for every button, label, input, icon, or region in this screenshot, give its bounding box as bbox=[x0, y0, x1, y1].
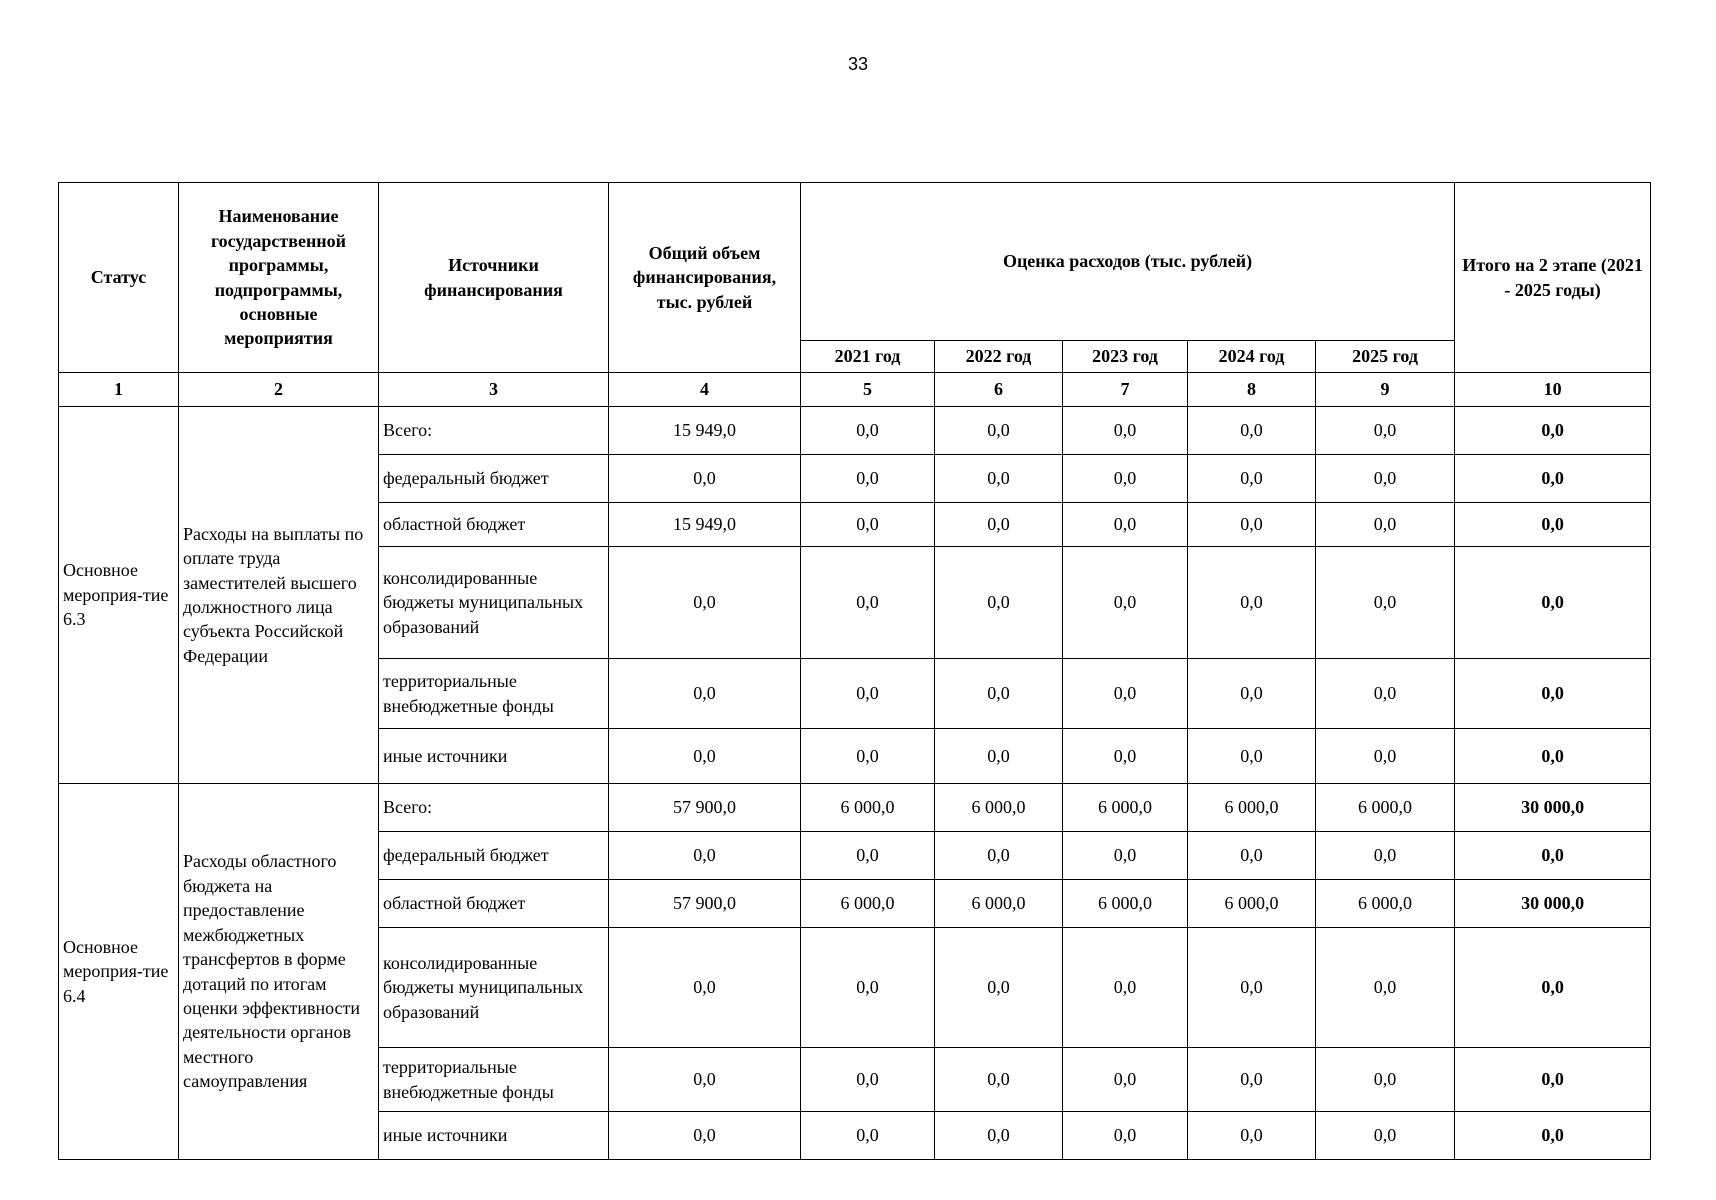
year-cell: 0,0 bbox=[1188, 503, 1316, 547]
column-index: 3 bbox=[379, 373, 609, 407]
total-cell: 0,0 bbox=[609, 1048, 801, 1112]
year-cell: 0,0 bbox=[801, 928, 935, 1048]
stage-total-cell: 0,0 bbox=[1455, 1048, 1651, 1112]
stage-total-cell: 0,0 bbox=[1455, 729, 1651, 784]
column-index: 5 bbox=[801, 373, 935, 407]
year-cell: 0,0 bbox=[1316, 832, 1455, 880]
status-cell: Основное мероприя-тие 6.4 bbox=[59, 784, 179, 1160]
source-cell: консолидированные бюджеты муниципальных образований bbox=[379, 928, 609, 1048]
stage-total-cell: 0,0 bbox=[1455, 928, 1651, 1048]
year-cell: 0,0 bbox=[935, 455, 1063, 503]
source-cell: областной бюджет bbox=[379, 503, 609, 547]
year-cell: 6 000,0 bbox=[801, 880, 935, 928]
header-sources: Источники финансирования bbox=[379, 183, 609, 373]
stage-total-cell: 0,0 bbox=[1455, 1112, 1651, 1160]
year-cell: 0,0 bbox=[935, 832, 1063, 880]
column-index: 1 bbox=[59, 373, 179, 407]
year-cell: 0,0 bbox=[1188, 407, 1316, 455]
year-cell: 0,0 bbox=[1316, 729, 1455, 784]
year-cell: 0,0 bbox=[801, 1112, 935, 1160]
source-cell: консолидированные бюджеты муниципальных образований bbox=[379, 547, 609, 659]
stage-total-cell: 0,0 bbox=[1455, 455, 1651, 503]
column-index: 2 bbox=[179, 373, 379, 407]
table-row bbox=[59, 784, 1651, 832]
year-cell: 0,0 bbox=[1063, 1048, 1188, 1112]
year-cell: 0,0 bbox=[935, 547, 1063, 659]
financing-table bbox=[58, 182, 1651, 1160]
header-year: 2021 год bbox=[801, 341, 935, 373]
year-cell: 0,0 bbox=[1063, 503, 1188, 547]
total-cell: 15 949,0 bbox=[609, 407, 801, 455]
year-cell: 0,0 bbox=[935, 503, 1063, 547]
source-cell: территориальные внебюджетные фонды bbox=[379, 659, 609, 729]
year-cell: 0,0 bbox=[1063, 455, 1188, 503]
year-cell: 0,0 bbox=[801, 407, 935, 455]
status-cell: Основное мероприя-тие 6.3 bbox=[59, 407, 179, 784]
year-cell: 0,0 bbox=[935, 407, 1063, 455]
year-cell: 0,0 bbox=[1188, 1112, 1316, 1160]
total-cell: 57 900,0 bbox=[609, 880, 801, 928]
year-cell: 0,0 bbox=[801, 832, 935, 880]
header-year: 2024 год bbox=[1188, 341, 1316, 373]
year-cell: 6 000,0 bbox=[935, 880, 1063, 928]
year-cell: 0,0 bbox=[935, 1112, 1063, 1160]
stage-total-cell: 30 000,0 bbox=[1455, 784, 1651, 832]
year-cell: 0,0 bbox=[1188, 659, 1316, 729]
header-row bbox=[59, 183, 1651, 341]
year-cell: 6 000,0 bbox=[935, 784, 1063, 832]
year-cell: 0,0 bbox=[801, 659, 935, 729]
header-year: 2025 год bbox=[1316, 341, 1455, 373]
year-cell: 0,0 bbox=[1188, 729, 1316, 784]
year-cell: 6 000,0 bbox=[1316, 784, 1455, 832]
year-cell: 0,0 bbox=[1063, 729, 1188, 784]
measure-name-cell: Расходы на выплаты по оплате труда заместителей высшего должностного лица субъекта Российской Федерации bbox=[179, 407, 379, 784]
year-cell: 0,0 bbox=[801, 729, 935, 784]
column-index: 10 bbox=[1455, 373, 1651, 407]
year-cell: 6 000,0 bbox=[1316, 880, 1455, 928]
measure-name-cell: Расходы областного бюджета на предоставление межбюджетных трансфертов в форме дотаций по итогам оценки эффективности деятельности органов местного самоуправления bbox=[179, 784, 379, 1160]
year-cell: 0,0 bbox=[1316, 1048, 1455, 1112]
year-cell: 0,0 bbox=[1188, 547, 1316, 659]
total-cell: 0,0 bbox=[609, 547, 801, 659]
source-cell: Всего: bbox=[379, 784, 609, 832]
stage-total-cell: 0,0 bbox=[1455, 547, 1651, 659]
source-cell: областной бюджет bbox=[379, 880, 609, 928]
total-cell: 0,0 bbox=[609, 832, 801, 880]
source-cell: Всего: bbox=[379, 407, 609, 455]
source-cell: федеральный бюджет bbox=[379, 832, 609, 880]
header-stage-total: Итого на 2 этапе (2021 - 2025 годы) bbox=[1455, 183, 1651, 373]
year-cell: 0,0 bbox=[935, 928, 1063, 1048]
column-index: 8 bbox=[1188, 373, 1316, 407]
stage-total-cell: 0,0 bbox=[1455, 407, 1651, 455]
table-row bbox=[59, 407, 1651, 455]
year-cell: 0,0 bbox=[1316, 455, 1455, 503]
year-cell: 0,0 bbox=[1316, 659, 1455, 729]
year-cell: 6 000,0 bbox=[801, 784, 935, 832]
year-cell: 0,0 bbox=[1316, 547, 1455, 659]
column-index-row bbox=[59, 373, 1651, 407]
year-cell: 0,0 bbox=[1063, 659, 1188, 729]
year-cell: 0,0 bbox=[1316, 407, 1455, 455]
year-cell: 6 000,0 bbox=[1063, 880, 1188, 928]
stage-total-cell: 0,0 bbox=[1455, 503, 1651, 547]
year-cell: 0,0 bbox=[1188, 455, 1316, 503]
year-cell: 0,0 bbox=[1063, 407, 1188, 455]
stage-total-cell: 30 000,0 bbox=[1455, 880, 1651, 928]
year-cell: 0,0 bbox=[1316, 503, 1455, 547]
stage-total-cell: 0,0 bbox=[1455, 832, 1651, 880]
source-cell: иные источники bbox=[379, 1112, 609, 1160]
total-cell: 0,0 bbox=[609, 1112, 801, 1160]
total-cell: 0,0 bbox=[609, 455, 801, 503]
header-status: Статус bbox=[59, 183, 179, 373]
header-year: 2023 год bbox=[1063, 341, 1188, 373]
total-cell: 0,0 bbox=[609, 729, 801, 784]
total-cell: 57 900,0 bbox=[609, 784, 801, 832]
year-cell: 6 000,0 bbox=[1063, 784, 1188, 832]
year-cell: 0,0 bbox=[801, 503, 935, 547]
total-cell: 0,0 bbox=[609, 659, 801, 729]
year-cell: 0,0 bbox=[1063, 547, 1188, 659]
year-cell: 0,0 bbox=[935, 659, 1063, 729]
total-cell: 0,0 bbox=[609, 928, 801, 1048]
year-cell: 0,0 bbox=[1188, 1048, 1316, 1112]
year-cell: 0,0 bbox=[1063, 928, 1188, 1048]
year-cell: 6 000,0 bbox=[1188, 880, 1316, 928]
source-cell: иные источники bbox=[379, 729, 609, 784]
year-cell: 0,0 bbox=[1188, 832, 1316, 880]
year-cell: 0,0 bbox=[1188, 928, 1316, 1048]
header-total: Общий объем финансирования, тыс. рублей bbox=[609, 183, 801, 373]
source-cell: территориальные внебюджетные фонды bbox=[379, 1048, 609, 1112]
year-cell: 0,0 bbox=[1063, 832, 1188, 880]
year-cell: 0,0 bbox=[801, 455, 935, 503]
year-cell: 0,0 bbox=[801, 547, 935, 659]
page-number: 33 bbox=[847, 54, 869, 74]
column-index: 6 bbox=[935, 373, 1063, 407]
total-cell: 15 949,0 bbox=[609, 503, 801, 547]
column-index: 7 bbox=[1063, 373, 1188, 407]
year-cell: 0,0 bbox=[1063, 1112, 1188, 1160]
source-cell: федеральный бюджет bbox=[379, 455, 609, 503]
header-estimate: Оценка расходов (тыс. рублей) bbox=[801, 183, 1455, 341]
year-cell: 0,0 bbox=[1316, 928, 1455, 1048]
year-cell: 0,0 bbox=[1316, 1112, 1455, 1160]
year-cell: 0,0 bbox=[801, 1048, 935, 1112]
year-cell: 0,0 bbox=[935, 729, 1063, 784]
stage-total-cell: 0,0 bbox=[1455, 659, 1651, 729]
column-index: 9 bbox=[1316, 373, 1455, 407]
header-year: 2022 год bbox=[935, 341, 1063, 373]
header-name: Наименование государственной программы, подпрограммы, основные мероприятия bbox=[179, 183, 379, 373]
year-cell: 6 000,0 bbox=[1188, 784, 1316, 832]
column-index: 4 bbox=[609, 373, 801, 407]
year-cell: 0,0 bbox=[935, 1048, 1063, 1112]
